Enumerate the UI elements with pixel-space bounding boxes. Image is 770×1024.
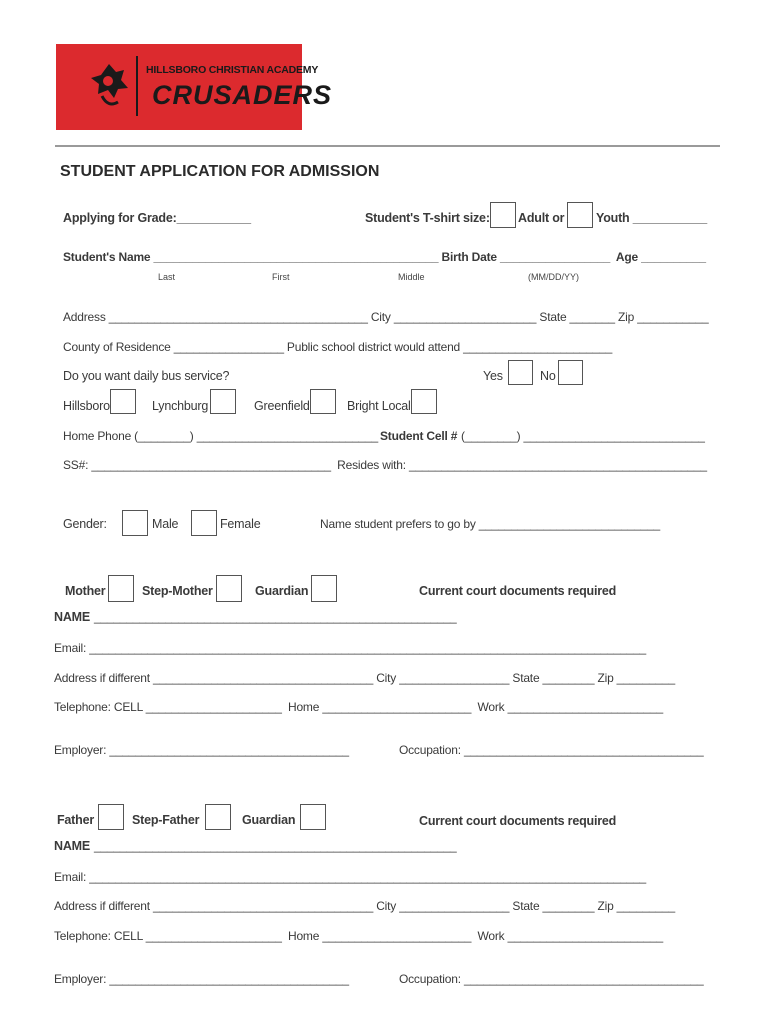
student-cell-label: Student Cell #	[380, 429, 458, 443]
father-guardian-option-label: Guardian	[242, 813, 296, 827]
mother-employer-line[interactable]: Employer: _____________________________________	[54, 743, 349, 757]
gender-female-label: Female	[220, 517, 261, 531]
location-greenfield-checkbox[interactable]	[310, 389, 336, 414]
name-last-caption: Last	[158, 272, 176, 282]
name-middle-caption: Middle	[398, 272, 425, 282]
logo-school-name: HILLSBORO CHRISTIAN ACADEMY	[146, 64, 319, 76]
location-bright-local-label: Bright Local	[347, 399, 411, 413]
location-lynchburg-checkbox[interactable]	[210, 389, 236, 414]
location-greenfield-label: Greenfield	[254, 399, 310, 413]
youth-checkbox[interactable]	[567, 202, 593, 228]
stepfather-checkbox[interactable]	[205, 804, 231, 830]
father-checkbox[interactable]	[98, 804, 124, 830]
father-guardian-checkbox[interactable]	[300, 804, 326, 830]
adult-label: Adult or	[518, 211, 565, 225]
mother-telephone-line[interactable]: Telephone: CELL _____________________ Home _______________________ Work ________________________	[54, 700, 663, 714]
home-phone-line[interactable]: Home Phone (________) ____________________________	[63, 429, 378, 443]
mother-court-docs-note: Current court documents required	[419, 584, 617, 598]
logo-mascot: CRUSADERS	[152, 80, 333, 110]
father-occupation-line[interactable]: Occupation: _____________________________________	[399, 972, 704, 986]
mother-address-line[interactable]: Address if different __________________________________ City _________________ State ________ Zip _________	[54, 671, 675, 685]
location-lynchburg-label: Lynchburg	[152, 399, 209, 413]
mother-occupation-line[interactable]: Occupation: _____________________________________	[399, 743, 704, 757]
gender-male-label: Male	[152, 517, 179, 531]
gender-label: Gender:	[63, 517, 107, 531]
mother-checkbox[interactable]	[108, 575, 134, 602]
page-title: STUDENT APPLICATION FOR ADMISSION	[60, 163, 380, 180]
grade-field[interactable]: Applying for Grade:___________	[63, 211, 251, 225]
bus-question: Do you want daily bus service?	[63, 369, 230, 383]
mother-guardian-option-label: Guardian	[255, 584, 309, 598]
location-hillsboro-checkbox[interactable]	[110, 389, 136, 414]
address-line[interactable]: Address ________________________________________ City ______________________ State _______ Zip ___________	[63, 310, 709, 324]
adult-checkbox[interactable]	[490, 202, 516, 228]
location-hillsboro-label: Hillsboro	[63, 399, 110, 413]
father-telephone-line[interactable]: Telephone: CELL _____________________ Home _______________________ Work ________________________	[54, 929, 663, 943]
father-option-label: Father	[57, 813, 95, 827]
father-employer-line[interactable]: Employer: _____________________________________	[54, 972, 349, 986]
mother-name-label: NAME	[54, 610, 91, 624]
father-address-line[interactable]: Address if different __________________________________ City _________________ State ________ Zip _________	[54, 899, 675, 913]
ss-resides-line[interactable]: SS#: _____________________________________ Resides with: ______________________________________________	[63, 458, 707, 472]
logo-divider	[136, 56, 138, 116]
mother-option-label: Mother	[65, 584, 106, 598]
preferred-name-line[interactable]: Name student prefers to go by ____________________________	[320, 517, 661, 531]
tshirt-label: Student's T-shirt size:	[365, 211, 490, 225]
bus-no-checkbox[interactable]	[558, 360, 583, 385]
mother-guardian-checkbox[interactable]	[311, 575, 337, 602]
youth-field[interactable]: Youth ___________	[596, 211, 708, 225]
crusader-knight-icon	[84, 58, 134, 118]
school-logo	[56, 44, 333, 130]
stepmother-option-label: Step-Mother	[142, 584, 213, 598]
bus-no-label: No	[540, 369, 556, 383]
stepmother-checkbox[interactable]	[216, 575, 242, 602]
location-bright-local-checkbox[interactable]	[411, 389, 437, 414]
father-court-docs-note: Current court documents required	[419, 814, 617, 828]
gender-female-checkbox[interactable]	[191, 510, 217, 536]
county-line[interactable]: County of Residence _________________ Public school district would attend _______________________	[63, 340, 613, 354]
bus-yes-checkbox[interactable]	[508, 360, 533, 385]
header-divider	[55, 145, 720, 147]
mother-name-field[interactable]: ________________________________________________________	[94, 610, 457, 624]
birthdate-format-caption: (MM/DD/YY)	[528, 272, 579, 282]
stepfather-option-label: Step-Father	[132, 813, 200, 827]
father-email-line[interactable]: Email: ______________________________________________________________________________________	[54, 870, 647, 884]
name-first-caption: First	[272, 272, 290, 282]
gender-male-checkbox[interactable]	[122, 510, 148, 536]
father-name-label: NAME	[54, 839, 91, 853]
student-name-line[interactable]: Student's Name ____________________________________________ Birth Date _________________ Age __________	[63, 250, 706, 264]
mother-email-line[interactable]: Email: ______________________________________________________________________________________	[54, 641, 647, 655]
father-name-field[interactable]: ________________________________________________________	[94, 839, 457, 853]
bus-yes-label: Yes	[483, 369, 503, 383]
student-cell-line[interactable]: (________) ____________________________	[461, 429, 705, 443]
